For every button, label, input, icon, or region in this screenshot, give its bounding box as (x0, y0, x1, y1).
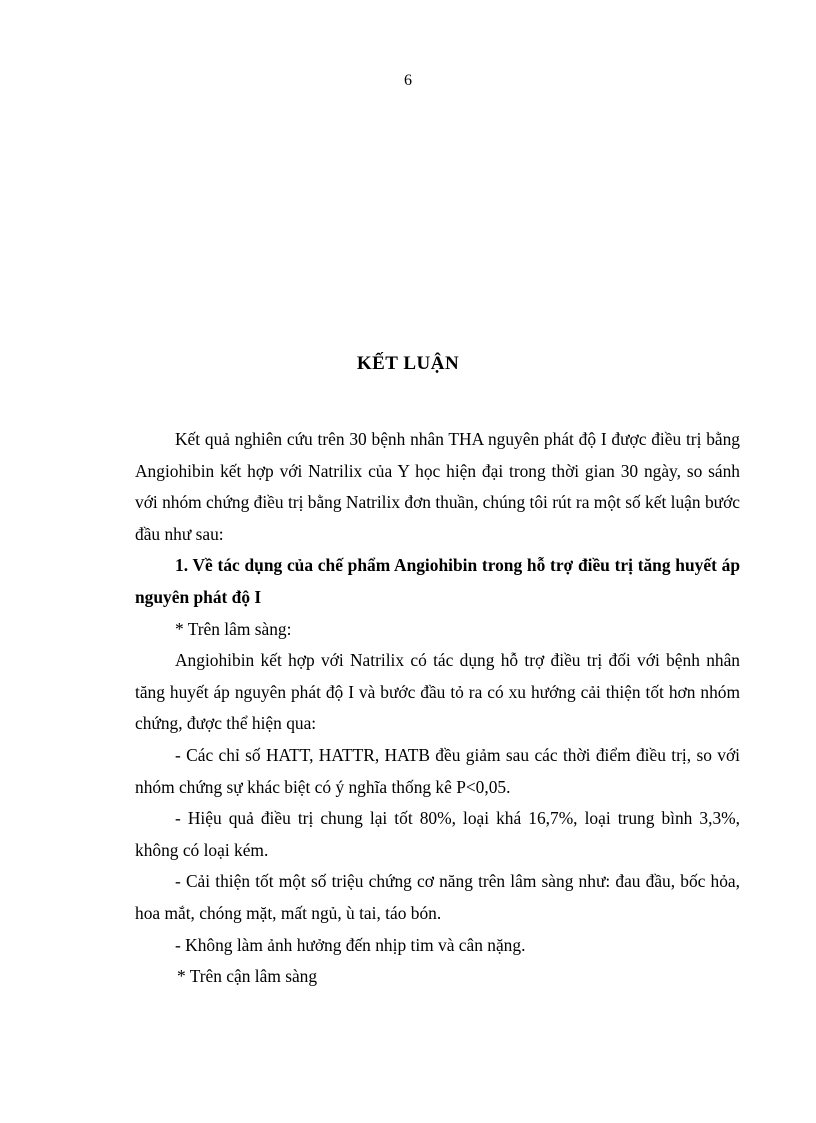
bullet-blood-pressure: - Các chỉ số HATT, HATTR, HATB đều giảm sau các thời điểm điều trị, so với nhóm chứng sự khác biệt có ý nghĩa thống kê P<0,05. (135, 744, 740, 797)
page-number: 6 (404, 72, 412, 89)
clinical-intro-paragraph: Angiohibin kết hợp với Natrilix có tác dụng hỗ trợ điều trị đối với bệnh nhân tăng huyết áp nguyên phát độ I và bước đầu tỏ ra có xu hướng cải thiện tốt hơn nhóm chứng, được thể hiện qua: (135, 650, 740, 734)
document-body (135, 424, 740, 993)
intro-paragraph: Kết quả nghiên cứu trên 30 bệnh nhân THA nguyên phát độ I được điều trị bằng Angiohibin kết hợp với Natrilix của Y học hiện đại trong thời gian 30 ngày, so sánh với nhóm chứng điều trị bằng Natrilix đơn thuần, chúng tôi rút ra một số kết luận bước đầu như sau: (135, 429, 740, 544)
section-1-heading: 1. Về tác dụng của chế phẩm Angiohibin trong hỗ trợ điều trị tăng huyết áp nguyên phát độ I (135, 555, 740, 607)
page-title: KẾT LUẬN (356, 353, 460, 374)
paraclinical-label: * Trên cận lâm sàng (177, 966, 318, 987)
bullet-symptoms: - Cải thiện tốt một số triệu chứng cơ năng trên lâm sàng như: đau đầu, bốc hỏa, hoa mắt, chóng mặt, mất ngủ, ù tai, táo bón. (135, 871, 740, 923)
bullet-treatment-efficacy: - Hiệu quả điều trị chung lại tốt 80%, loại khá 16,7%, loại trung bình 3,3%, không có loại kém. (135, 808, 740, 860)
clinical-label: * Trên lâm sàng: (175, 618, 292, 639)
bullet-heart-rate-weight: - Không làm ảnh hưởng đến nhịp tim và cân nặng. (175, 934, 526, 955)
